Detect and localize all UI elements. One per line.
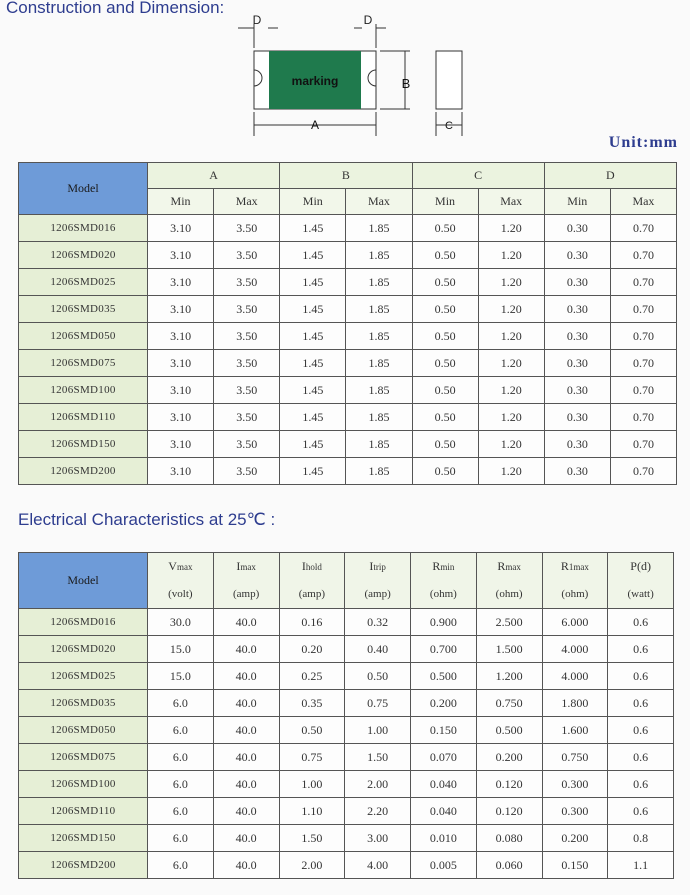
value-cell: 0.20: [279, 636, 345, 663]
value-cell: 0.50: [412, 215, 478, 242]
value-cell: 3.10: [148, 458, 214, 485]
model-cell: 1206SMD150: [19, 431, 148, 458]
value-cell: 0.70: [610, 431, 676, 458]
diagram-label-d-left: D: [252, 13, 262, 27]
table-row: [19, 242, 677, 269]
header-symbol: [214, 553, 279, 581]
table-row: [19, 798, 674, 825]
header-unit: (watt): [627, 588, 654, 600]
table-row: [19, 215, 677, 242]
value-cell: 1.200: [476, 663, 542, 690]
value-cell: 40.0: [213, 609, 279, 636]
value-cell: 6.0: [148, 744, 214, 771]
value-cell: 3.00: [345, 825, 411, 852]
table-row: [19, 609, 674, 636]
header-symbol: [148, 553, 213, 581]
value-cell: 1.85: [346, 269, 412, 296]
header-symbol-sub: max: [505, 562, 521, 572]
value-cell: 3.10: [148, 215, 214, 242]
value-cell: 0.750: [476, 690, 542, 717]
value-cell: 0.30: [544, 242, 610, 269]
value-cell: 0.150: [411, 717, 477, 744]
value-cell: 30.0: [148, 609, 214, 636]
value-cell: 3.10: [148, 323, 214, 350]
value-cell: 15.0: [148, 636, 214, 663]
electrical-header: [213, 553, 279, 609]
value-cell: 0.005: [411, 852, 477, 879]
value-cell: 0.70: [610, 269, 676, 296]
diagram-label-a: A: [310, 118, 320, 132]
header-symbol-main: R: [432, 559, 441, 573]
value-cell: 1.20: [478, 323, 544, 350]
value-cell: 40.0: [213, 744, 279, 771]
table-row: [19, 717, 674, 744]
value-cell: 3.10: [148, 296, 214, 323]
value-cell: 0.70: [610, 215, 676, 242]
value-cell: 1.45: [280, 377, 346, 404]
value-cell: 40.0: [213, 798, 279, 825]
value-cell: 2.00: [279, 852, 345, 879]
value-cell: 0.50: [412, 350, 478, 377]
value-cell: 0.060: [476, 852, 542, 879]
value-cell: 0.120: [476, 771, 542, 798]
value-cell: 3.50: [214, 458, 280, 485]
value-cell: 0.25: [279, 663, 345, 690]
header-symbol-main: V: [168, 559, 177, 573]
value-cell: 1.600: [542, 717, 608, 744]
dimension-group-a: A: [148, 163, 280, 189]
header-unit: (amp): [232, 588, 260, 600]
model-cell: 1206SMD200: [19, 458, 148, 485]
table-row: [19, 852, 674, 879]
table-row: [19, 825, 674, 852]
value-cell: 0.50: [412, 431, 478, 458]
value-cell: 3.50: [214, 431, 280, 458]
value-cell: 0.16: [279, 609, 345, 636]
model-cell: 1206SMD025: [19, 663, 148, 690]
value-cell: 40.0: [213, 663, 279, 690]
value-cell: 1.45: [280, 242, 346, 269]
value-cell: 0.750: [542, 744, 608, 771]
value-cell: 1.45: [280, 350, 346, 377]
header-symbol: [345, 553, 410, 581]
table-row: [19, 431, 677, 458]
header-symbol: [608, 553, 673, 581]
dimension-subheader: Min: [280, 189, 346, 215]
value-cell: 1.20: [478, 431, 544, 458]
unit-label: Unit:mm: [608, 134, 678, 151]
value-cell: 6.0: [148, 690, 214, 717]
value-cell: 1.50: [345, 744, 411, 771]
header-symbol-sub: max: [176, 562, 193, 572]
value-cell: 1.10: [279, 798, 345, 825]
electrical-header: [411, 553, 477, 609]
dimension-group-d: D: [544, 163, 676, 189]
value-cell: 40.0: [213, 771, 279, 798]
header-symbol-sub: hold: [305, 562, 322, 572]
value-cell: 1.85: [346, 377, 412, 404]
table-row: [19, 350, 677, 377]
value-cell: 0.8: [608, 825, 674, 852]
value-cell: 0.300: [542, 771, 608, 798]
electrical-header: [608, 553, 674, 609]
table-row: [19, 404, 677, 431]
value-cell: 0.30: [544, 431, 610, 458]
header-unit: (ohm): [429, 588, 457, 600]
dimension-table: [18, 162, 677, 485]
model-cell: 1206SMD050: [19, 717, 148, 744]
value-cell: 4.00: [345, 852, 411, 879]
electrical-model-header: Model: [19, 553, 148, 609]
value-cell: 6.000: [542, 609, 608, 636]
value-cell: 1.20: [478, 242, 544, 269]
value-cell: 2.00: [345, 771, 411, 798]
value-cell: 1.800: [542, 690, 608, 717]
value-cell: 0.50: [412, 269, 478, 296]
value-cell: 6.0: [148, 717, 214, 744]
value-cell: 0.150: [542, 852, 608, 879]
model-cell: 1206SMD020: [19, 242, 148, 269]
value-cell: 3.50: [214, 377, 280, 404]
table-row: [19, 636, 674, 663]
diagram-label-c: C: [445, 120, 453, 132]
dimension-subheader: Max: [346, 189, 412, 215]
dimension-diagram: [230, 8, 470, 138]
value-cell: 1.45: [280, 458, 346, 485]
table-row: [19, 458, 677, 485]
value-cell: 3.50: [214, 404, 280, 431]
value-cell: 0.500: [411, 663, 477, 690]
value-cell: 1.500: [476, 636, 542, 663]
value-cell: 1.85: [346, 323, 412, 350]
value-cell: 0.30: [544, 458, 610, 485]
value-cell: 0.200: [542, 825, 608, 852]
value-cell: 0.50: [279, 717, 345, 744]
value-cell: 1.45: [280, 431, 346, 458]
value-cell: 0.040: [411, 771, 477, 798]
value-cell: 1.20: [478, 350, 544, 377]
value-cell: 3.50: [214, 350, 280, 377]
value-cell: 0.32: [345, 609, 411, 636]
value-cell: 1.45: [280, 323, 346, 350]
header-symbol: [543, 553, 608, 581]
value-cell: 0.6: [608, 609, 674, 636]
value-cell: 0.200: [476, 744, 542, 771]
header-symbol-main: I: [236, 559, 241, 573]
table-row: [19, 323, 677, 350]
model-cell: 1206SMD050: [19, 323, 148, 350]
value-cell: 0.50: [412, 323, 478, 350]
table-row: [19, 296, 677, 323]
value-cell: 40.0: [213, 852, 279, 879]
value-cell: 1.45: [280, 269, 346, 296]
value-cell: 3.50: [214, 269, 280, 296]
dimension-subheader: Min: [148, 189, 214, 215]
value-cell: 0.6: [608, 744, 674, 771]
value-cell: 1.20: [478, 269, 544, 296]
value-cell: 0.30: [544, 404, 610, 431]
model-cell: 1206SMD110: [19, 404, 148, 431]
table-row: [19, 771, 674, 798]
value-cell: 0.080: [476, 825, 542, 852]
value-cell: 0.75: [279, 744, 345, 771]
dimension-subheader: Max: [214, 189, 280, 215]
value-cell: 2.500: [476, 609, 542, 636]
value-cell: 0.120: [476, 798, 542, 825]
value-cell: 0.30: [544, 296, 610, 323]
value-cell: 1.45: [280, 404, 346, 431]
model-cell: 1206SMD100: [19, 771, 148, 798]
value-cell: 6.0: [148, 771, 214, 798]
value-cell: 1.20: [478, 377, 544, 404]
value-cell: 0.70: [610, 350, 676, 377]
value-cell: 40.0: [213, 717, 279, 744]
header-symbol: [280, 553, 345, 581]
value-cell: 1.85: [346, 431, 412, 458]
value-cell: 0.30: [544, 323, 610, 350]
value-cell: 0.040: [411, 798, 477, 825]
diagram-label-d-right: D: [363, 13, 373, 27]
header-symbol-sub: max: [240, 562, 256, 572]
value-cell: 3.10: [148, 377, 214, 404]
header-symbol-sub: min: [440, 562, 455, 572]
value-cell: 0.6: [608, 771, 674, 798]
header-unit: (ohm): [561, 588, 589, 600]
model-cell: 1206SMD100: [19, 377, 148, 404]
value-cell: 1.85: [346, 242, 412, 269]
value-cell: 1.85: [346, 296, 412, 323]
header-unit: (amp): [298, 588, 325, 600]
value-cell: 0.900: [411, 609, 477, 636]
header-symbol-main: P(d): [630, 559, 651, 573]
electrical-header: [345, 553, 411, 609]
model-cell: 1206SMD150: [19, 825, 148, 852]
value-cell: 3.10: [148, 269, 214, 296]
value-cell: 0.50: [412, 296, 478, 323]
model-cell: 1206SMD075: [19, 744, 148, 771]
model-cell: 1206SMD035: [19, 690, 148, 717]
electrical-header: [542, 553, 608, 609]
electrical-title: Electrical Characteristics at 25℃ :: [18, 510, 276, 529]
value-cell: 0.70: [610, 377, 676, 404]
dimension-group-c: C: [412, 163, 544, 189]
value-cell: 0.30: [544, 215, 610, 242]
dimension-subheader: Min: [544, 189, 610, 215]
value-cell: 3.50: [214, 296, 280, 323]
value-cell: 0.75: [345, 690, 411, 717]
header-unit: (volt): [168, 588, 193, 600]
model-cell: 1206SMD075: [19, 350, 148, 377]
value-cell: 0.30: [544, 269, 610, 296]
value-cell: 1.20: [478, 215, 544, 242]
value-cell: 3.50: [214, 215, 280, 242]
value-cell: 0.500: [476, 717, 542, 744]
electrical-header: [148, 553, 214, 609]
value-cell: 4.000: [542, 636, 608, 663]
value-cell: 1.85: [346, 215, 412, 242]
value-cell: 1.50: [279, 825, 345, 852]
value-cell: 3.10: [148, 404, 214, 431]
value-cell: 0.6: [608, 717, 674, 744]
value-cell: 6.0: [148, 798, 214, 825]
diagram-label-b: B: [401, 76, 411, 91]
header-symbol-sub: trip: [373, 562, 386, 572]
header-symbol-main: R: [560, 559, 569, 573]
value-cell: 1.20: [478, 296, 544, 323]
value-cell: 0.6: [608, 690, 674, 717]
value-cell: 0.200: [411, 690, 477, 717]
header-unit: (amp): [364, 588, 391, 600]
value-cell: 1.85: [346, 458, 412, 485]
value-cell: 0.070: [411, 744, 477, 771]
value-cell: 1.45: [280, 296, 346, 323]
value-cell: 0.50: [412, 404, 478, 431]
dimension-subheader: Min: [412, 189, 478, 215]
value-cell: 0.30: [544, 377, 610, 404]
table-row: [19, 744, 674, 771]
model-cell: 1206SMD020: [19, 636, 148, 663]
header-symbol-main: R: [497, 559, 506, 573]
marking-label: marking: [291, 74, 339, 88]
value-cell: 1.85: [346, 350, 412, 377]
model-cell: 1206SMD016: [19, 609, 148, 636]
value-cell: 4.000: [542, 663, 608, 690]
value-cell: 15.0: [148, 663, 214, 690]
value-cell: 40.0: [213, 636, 279, 663]
value-cell: 2.20: [345, 798, 411, 825]
value-cell: 40.0: [213, 690, 279, 717]
value-cell: 0.50: [412, 458, 478, 485]
model-cell: 1206SMD035: [19, 296, 148, 323]
electrical-table: [18, 552, 674, 879]
value-cell: 40.0: [213, 825, 279, 852]
value-cell: 0.50: [345, 663, 411, 690]
header-symbol-main: I: [369, 559, 374, 573]
value-cell: 1.45: [280, 215, 346, 242]
value-cell: 0.70: [610, 404, 676, 431]
value-cell: 6.0: [148, 825, 214, 852]
electrical-header: [476, 553, 542, 609]
table-row: [19, 377, 677, 404]
value-cell: 0.70: [610, 242, 676, 269]
value-cell: 0.70: [610, 296, 676, 323]
dimension-group-b: B: [280, 163, 412, 189]
header-symbol-sub: 1max: [568, 562, 589, 572]
value-cell: 0.40: [345, 636, 411, 663]
model-cell: 1206SMD200: [19, 852, 148, 879]
model-cell: 1206SMD016: [19, 215, 148, 242]
construction-title: Construction and Dimension:: [6, 0, 225, 17]
value-cell: 0.50: [412, 242, 478, 269]
value-cell: 0.35: [279, 690, 345, 717]
table-row: [19, 269, 677, 296]
header-symbol: [411, 553, 476, 581]
header-symbol-main: I: [301, 559, 306, 573]
value-cell: 1.85: [346, 404, 412, 431]
value-cell: 0.70: [610, 458, 676, 485]
value-cell: 1.20: [478, 404, 544, 431]
value-cell: 0.300: [542, 798, 608, 825]
value-cell: 0.6: [608, 663, 674, 690]
header-symbol: [477, 553, 542, 581]
value-cell: 1.00: [279, 771, 345, 798]
value-cell: 3.50: [214, 242, 280, 269]
value-cell: 1.00: [345, 717, 411, 744]
value-cell: 0.6: [608, 798, 674, 825]
table-row: [19, 663, 674, 690]
model-cell: 1206SMD110: [19, 798, 148, 825]
value-cell: 0.010: [411, 825, 477, 852]
value-cell: 0.50: [412, 377, 478, 404]
table-row: [19, 690, 674, 717]
value-cell: 0.6: [608, 636, 674, 663]
value-cell: 3.10: [148, 242, 214, 269]
header-unit: (ohm): [495, 588, 523, 600]
electrical-header: [279, 553, 345, 609]
value-cell: 3.50: [214, 323, 280, 350]
dimension-subheader: Max: [478, 189, 544, 215]
value-cell: 6.0: [148, 852, 214, 879]
value-cell: 0.70: [610, 323, 676, 350]
value-cell: 0.30: [544, 350, 610, 377]
value-cell: 3.10: [148, 431, 214, 458]
model-cell: 1206SMD025: [19, 269, 148, 296]
value-cell: 3.10: [148, 350, 214, 377]
value-cell: 1.1: [608, 852, 674, 879]
value-cell: 1.20: [478, 458, 544, 485]
dimension-subheader: Max: [610, 189, 676, 215]
dimension-model-header: Model: [19, 163, 148, 215]
value-cell: 0.700: [411, 636, 477, 663]
